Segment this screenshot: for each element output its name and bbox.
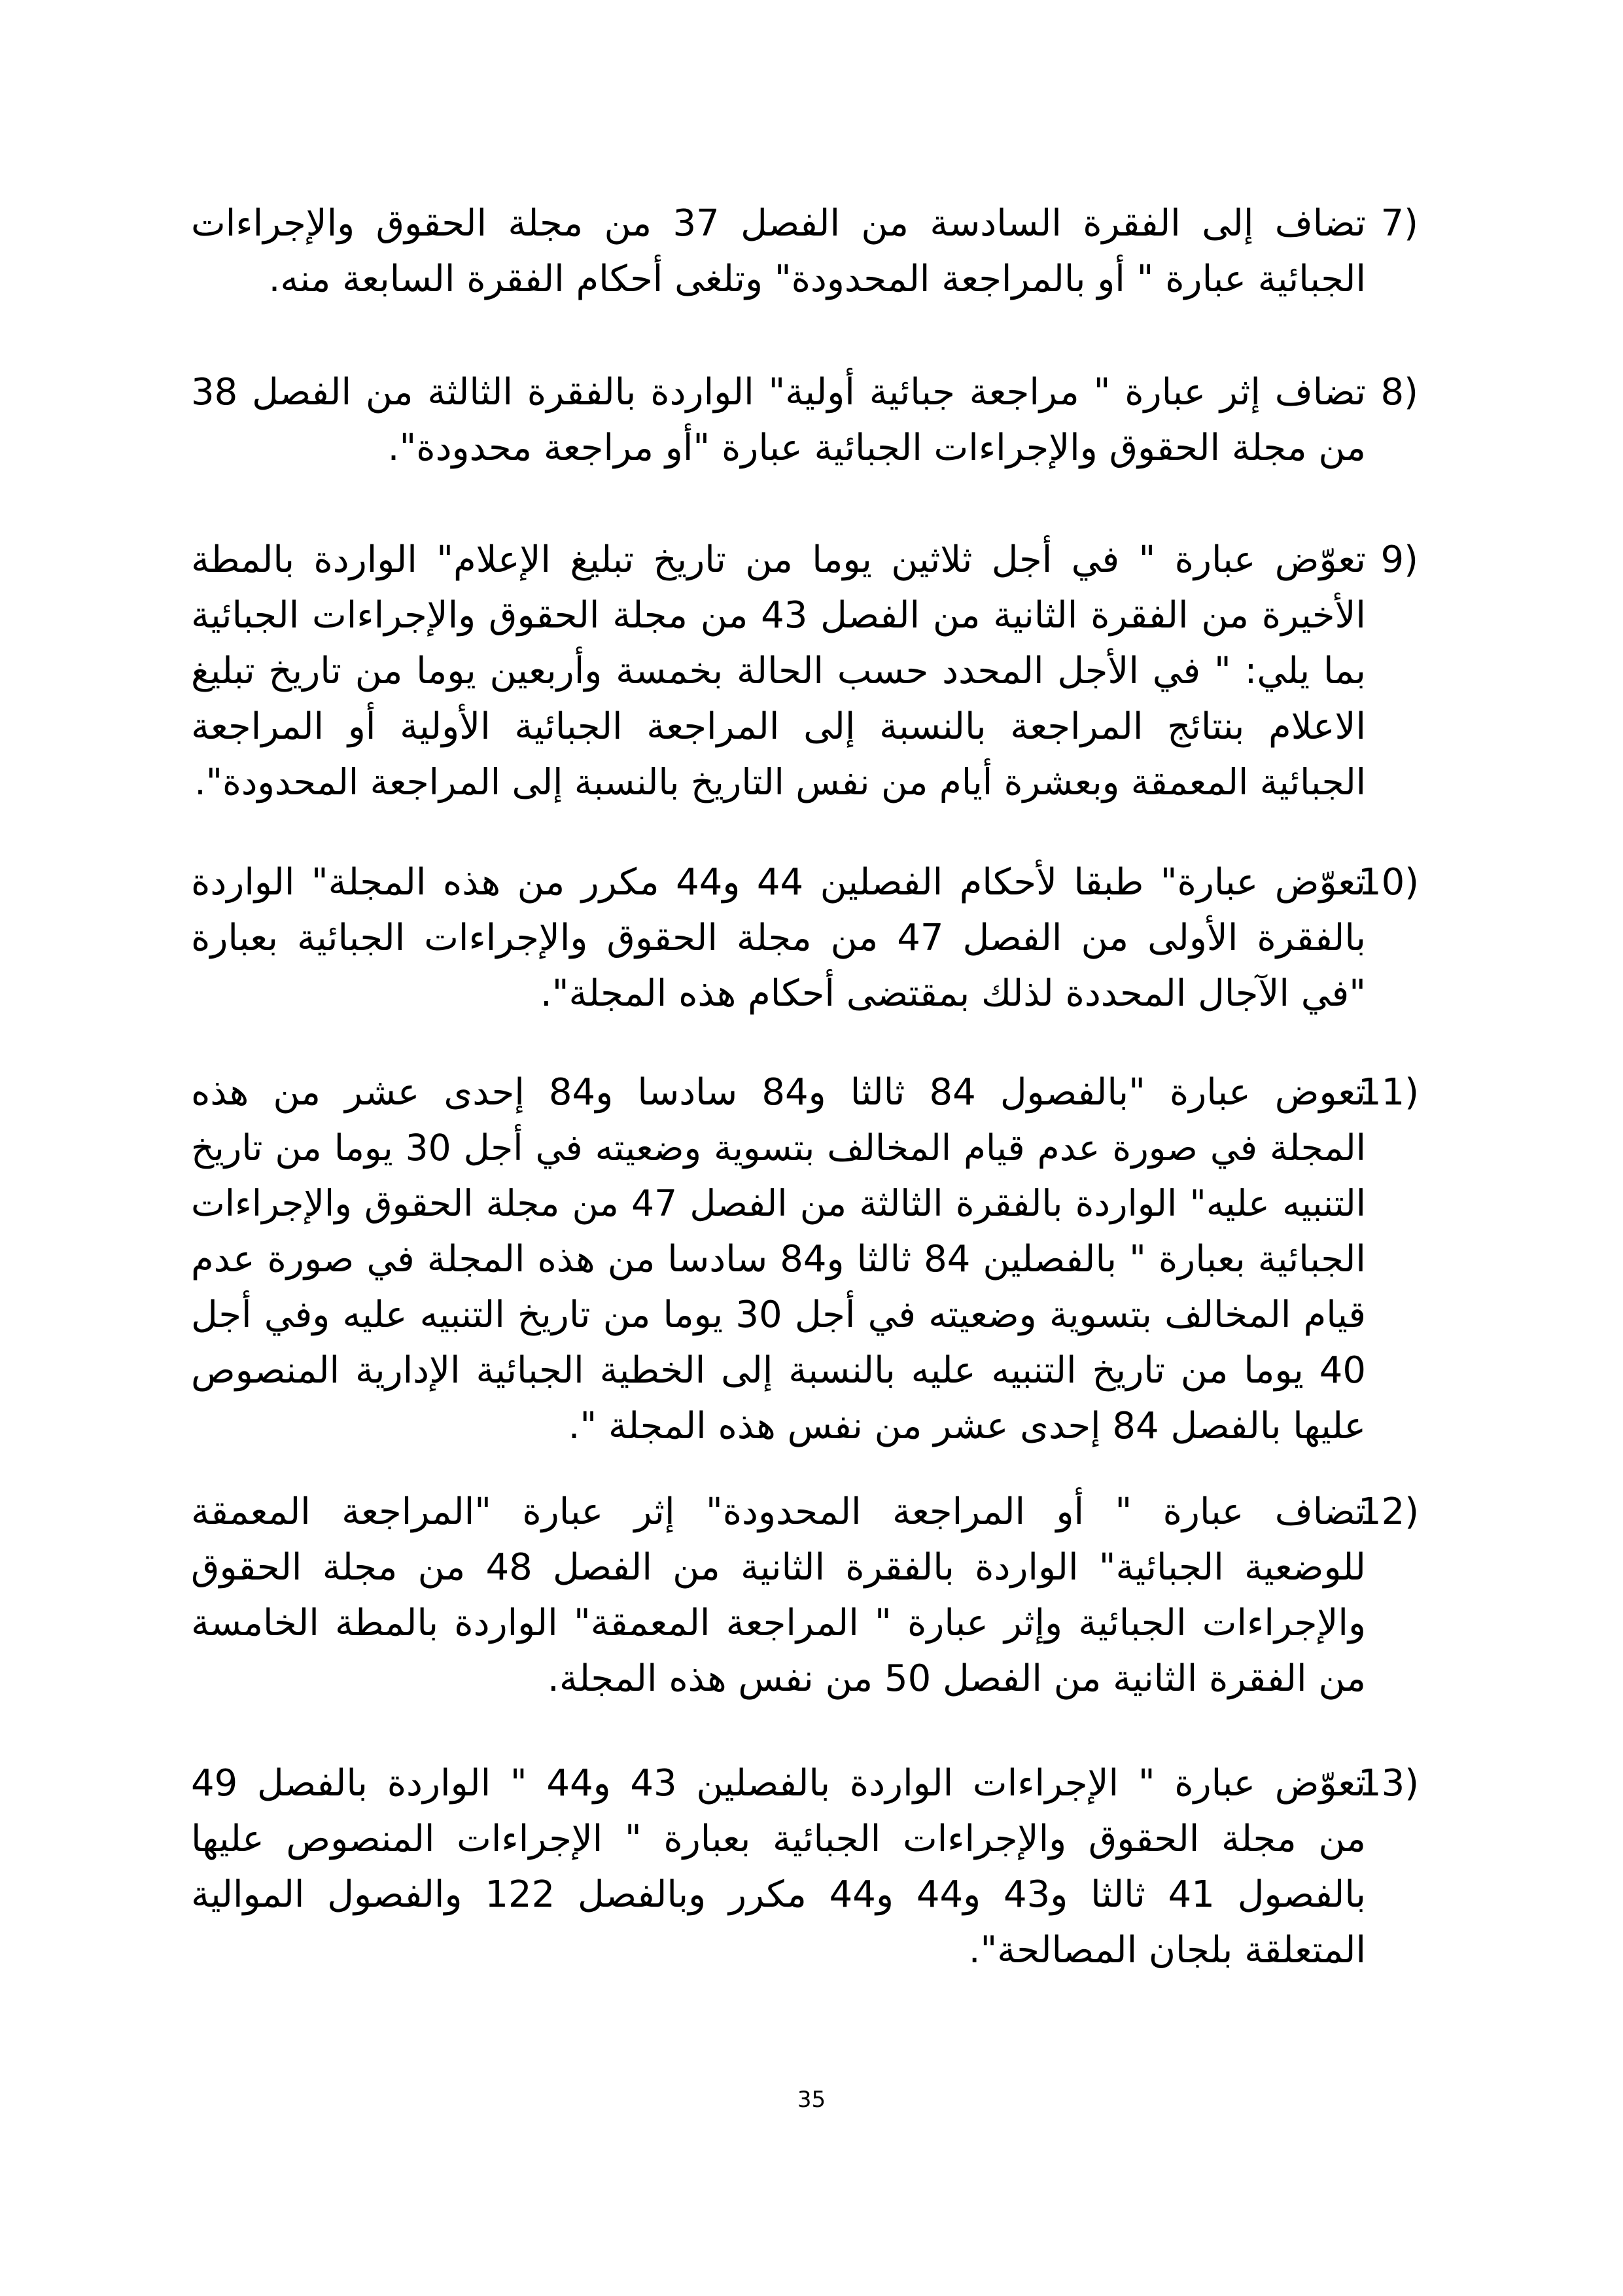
item-number: 12) [1358,1491,1420,1533]
item-number: 13) [1358,1762,1420,1805]
text-line: 40 يوما من تاريخ التنبيه عليه بالنسبة إلى الخطية الجبائية الإدارية المنصوص [191,1349,1366,1392]
text-line: الاعلام بنتائج المراجعة بالنسبة إلى المراجعة الجبائية الأولية أو المراجعة [191,705,1366,748]
text-line: من الفقرة الثانية من الفصل 50 من نفس هذه المجلة. [548,1657,1366,1700]
item-number: 8) [1380,371,1418,414]
item-number: 9) [1380,539,1418,581]
text-line: قيام المخالف بتسوية وضعيته في أجل 30 يوما من تاريخ التنبيه عليه وفي أجل [191,1294,1366,1336]
list-item-7 [191,196,1418,307]
text-line: بما يلي: " في الأجل المحدد حسب الحالة بخمسة وأربعين يوما من تاريخ تبليغ [191,650,1366,692]
list-item-11 [191,1065,1418,1454]
item-text [191,1756,1366,1978]
text-line: تضاف عبارة " أو المراجعة المحدودة" إثر عبارة "المراجعة المعمقة [191,1491,1366,1533]
list-item-8 [191,364,1418,476]
text-line: تعوّض عبارة" طبقا لأحكام الفصلين 44 و44 مكرر من هذه المجلة" الواردة [191,861,1366,904]
text-line: تعوض عبارة "بالفصول 84 ثالثا و84 سادسا و84 إحدى عشر من هذه [191,1071,1367,1114]
item-text [191,1065,1366,1454]
item-text [191,364,1366,476]
text-line: "في الآجال المحددة لذلك بمقتضى أحكام هذه المجلة". [540,972,1366,1015]
text-line: تضاف إلى الفقرة السادسة من الفصل 37 من مجلة الحقوق والإجراءات [191,202,1366,245]
text-line: تضاف إثر عبارة " مراجعة جبائية أولية" الواردة بالفقرة الثالثة من الفصل 38 [191,371,1366,414]
item-text [191,196,1366,307]
text-line: المجلة في صورة عدم قيام المخالف بتسوية وضعيته في أجل 30 يوما من تاريخ [191,1127,1367,1169]
text-line: الجبائية المعمقة وبعشرة أيام من نفس التاريخ بالنسبة إلى المراجعة المحدودة". [194,761,1366,803]
text-line: الأخيرة من الفقرة الثانية من الفصل 43 من مجلة الحقوق والإجراءات الجبائية [191,594,1366,637]
text-line: المتعلقة بلجان المصالحة". [968,1929,1366,1971]
list-item-9 [191,532,1418,810]
text-line: والإجراءات الجبائية وإثر عبارة " المراجعة المعمقة" الواردة بالمطة الخامسة [191,1602,1366,1644]
text-line: من مجلة الحقوق والإجراءات الجبائية بعبارة " الإجراءات المنصوص عليها [191,1818,1366,1860]
item-number: 10) [1358,861,1420,904]
text-line: من مجلة الحقوق والإجراءات الجبائية عبارة "أو مراجعة محدودة". [387,427,1366,469]
text-line: بالفصول 41 ثالثا و43 و44 و44 مكرر وبالفصل 122 والفصول الموالية [191,1873,1366,1916]
text-line: بالفقرة الأولى من الفصل 47 من مجلة الحقوق والإجراءات الجبائية بعبارة [191,917,1366,959]
item-text [191,532,1366,810]
item-number: 7) [1380,202,1418,245]
item-text [191,855,1366,1021]
item-text [191,1484,1366,1706]
text-line: الجبائية عبارة " أو بالمراجعة المحدودة" وتلغى أحكام الفقرة السابعة منه. [268,258,1366,300]
list-item-12 [191,1484,1418,1706]
list-item-13 [191,1756,1418,1978]
item-number: 11) [1358,1071,1420,1114]
text-line: الجبائية بعبارة " بالفصلين 84 ثالثا و84 سادسا من هذه المجلة في صورة عدم [191,1238,1366,1280]
text-line: للوضعية الجبائية" الواردة بالفقرة الثانية من الفصل 48 من مجلة الحقوق [191,1546,1366,1589]
text-line: تعوّض عبارة " الإجراءات الواردة بالفصلين 43 و44 " الواردة بالفصل 49 [191,1762,1367,1805]
text-line: التنبيه عليه" الواردة بالفقرة الثالثة من الفصل 47 من مجلة الحقوق والإجراءات [191,1182,1367,1224]
page-number: 35 [797,2087,826,2113]
list-item-10 [191,855,1418,1021]
text-line: تعوّض عبارة " في أجل ثلاثين يوما من تاريخ تبليغ الإعلام" الواردة بالمطة [191,539,1366,581]
text-line: عليها بالفصل 84 إحدى عشر من نفس هذه المجلة ". [568,1405,1366,1447]
